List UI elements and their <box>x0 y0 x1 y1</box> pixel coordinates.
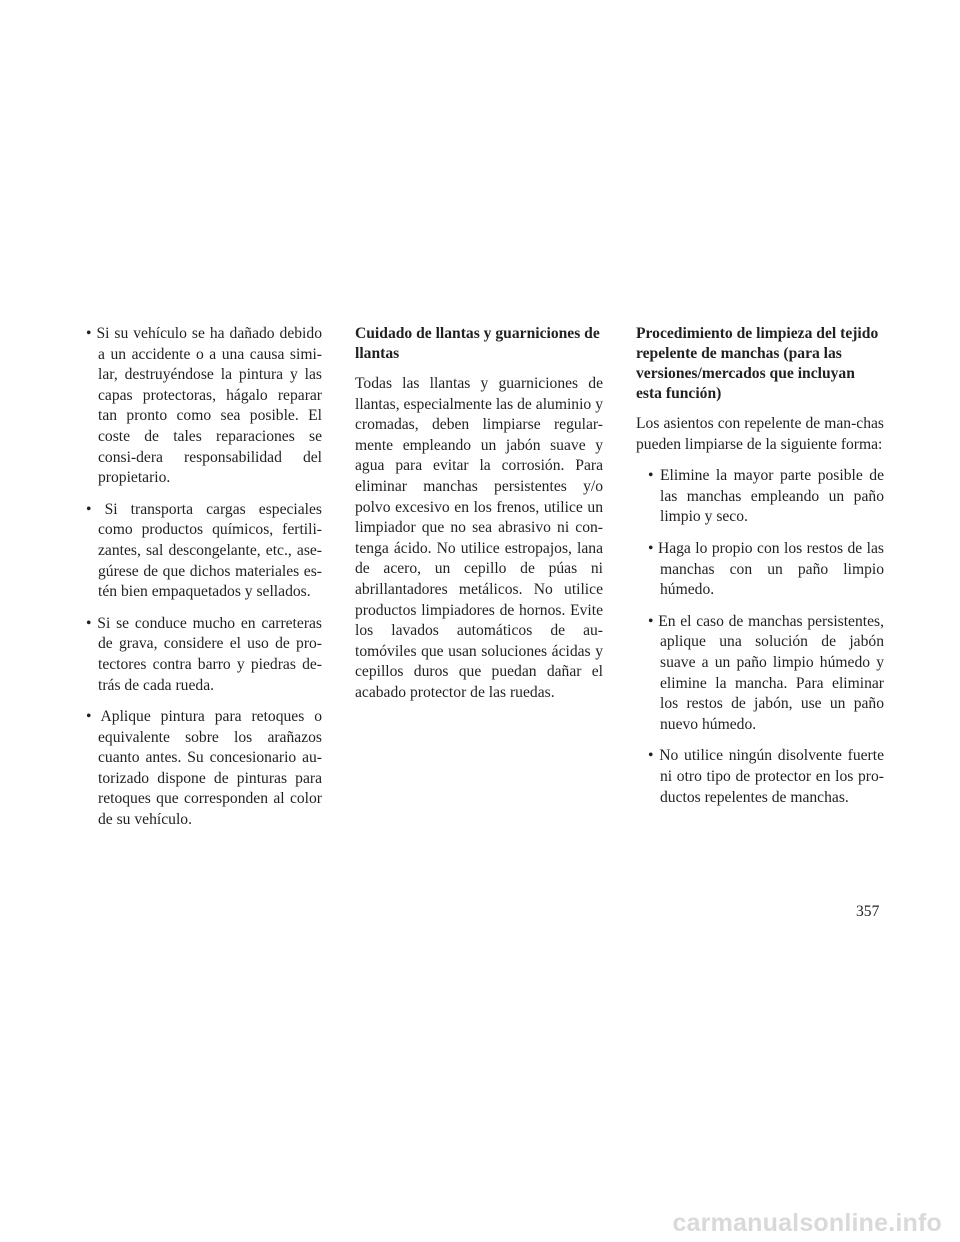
section-heading-wheel-care: Cuidado de llantas y guarniciones de llantas <box>355 325 600 362</box>
left-bullet-list <box>74 324 322 831</box>
bullet-glyph: • <box>648 747 654 765</box>
wheel-care-paragraph: Todas las llantas y guarniciones de llantas, especialmente las de aluminio y cromadas, deben limpiarse regular-mente empleando un jabón suave y agua para evitar la corrosión. Para eliminar manchas persistentes y/o polvo excesivo en los frenos, utilice un limpiador que no sea abrasivo ni con-tenga ácido. No utilice estropajos, lana de acero, un cepillo de púas ni abrillantadores metálicos. No utilice productos limpiadores de hornos. Evite los lavados automáticos de au-tomóviles que usan soluciones ácidas y cepillos duros que puedan dañar el acabado protector de las ruedas. <box>355 375 603 701</box>
bullet-text: Aplique pintura para retoques o equivalente sobre los arañazos cuanto antes. Su concesionario au-torizado dispone de pinturas para retoques que corresponden al color de su vehículo. <box>98 708 322 829</box>
bullet-text: Elimine la mayor parte posible de las manchas empleando un paño limpio y seco. <box>660 467 884 526</box>
bullet-glyph: • <box>86 325 92 342</box>
list-item <box>636 466 884 528</box>
list-item <box>636 746 884 808</box>
bullet-glyph: • <box>648 467 654 485</box>
middle-column <box>355 324 603 715</box>
bullet-text: Haga lo propio con los restos de las manchas con un paño limpio húmedo. <box>657 539 884 599</box>
bullet-glyph: • <box>86 500 92 518</box>
bullet-glyph: • <box>86 708 92 726</box>
right-column <box>636 324 884 819</box>
list-item <box>74 324 322 489</box>
bullet-text: Si se conduce mucho en carreteras de grava, considere el uso de pro-tectores contra barro y piedras de-trás de cada rueda. <box>97 614 322 694</box>
bullet-text: No utilice ningún disolvente fuerte ni otro tipo de protector en los pro-ductos repelentes de manchas. <box>659 747 884 806</box>
bullet-glyph: • <box>648 612 654 630</box>
stain-repellent-intro: Los asientos con repelente de man-chas pueden limpiarse de la siguiente forma: <box>636 415 884 453</box>
left-column <box>74 324 322 842</box>
list-item <box>636 612 884 736</box>
watermark: carmanualsonline.info <box>672 1209 942 1237</box>
page-number: 357 <box>856 903 880 920</box>
bullet-text: Si transporta cargas especiales como productos químicos, fertili-zantes, sal descongelante, etc., ase-gúrese de que dichos materiales es-tén bien empaquetados y sellados. <box>98 500 322 601</box>
list-item <box>74 614 322 696</box>
right-bullet-list <box>636 466 884 808</box>
bullet-glyph: • <box>86 614 92 632</box>
list-item <box>636 539 884 601</box>
bullet-text: Si su vehículo se ha dañado debido a un accidente o a una causa simi-lar, destruyéndose la pintura y las capas protectoras, hágalo reparar tan pronto como sea posible. El coste de tales reparaciones se consi-dera responsabilidad del propietario. <box>96 325 322 487</box>
section-heading-stain-repellent: Procedimiento de limpieza del tejido repelente de manchas (para las versiones/mercados que incluyan esta función) <box>636 325 879 402</box>
list-item <box>74 500 322 603</box>
bullet-text: En el caso de manchas persistentes, aplique una solución de jabón suave a un paño limpio húmedo y elimine la mancha. Para eliminar los restos de jabón, use un paño nuevo húmedo. <box>658 612 884 733</box>
bullet-glyph: • <box>648 539 654 557</box>
list-item <box>74 707 322 831</box>
